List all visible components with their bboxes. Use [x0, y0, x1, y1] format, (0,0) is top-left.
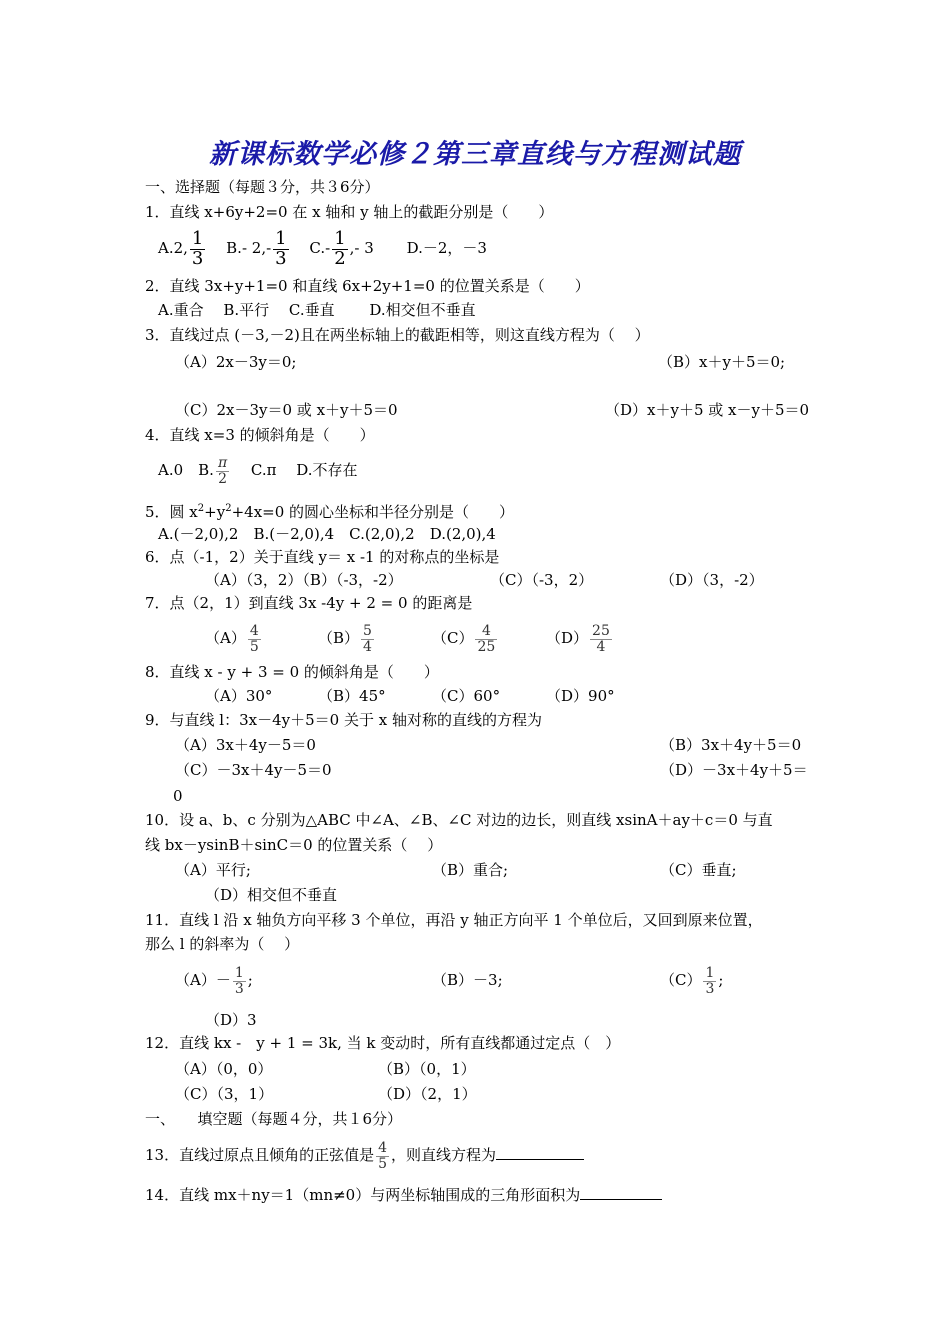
question-11-option-c: （C） $\frac{1}{3}$ ;	[660, 964, 724, 997]
question-11-option-d: （D）3	[205, 1011, 257, 1029]
question-3-stem: 3．直线过点 (－3,－2)且在两坐标轴上的截距相等，则这直线方程为（ ）	[145, 326, 650, 344]
option-c-suffix: ,- 3	[349, 239, 374, 257]
question-6-option-d: （D）（3，-2）	[660, 571, 764, 589]
question-8-stem: 8．直线 x - y + 3 = 0 的倾斜角是（ ）	[145, 663, 439, 681]
question-10-option-d: （D）相交但不垂直	[205, 886, 338, 904]
question-2-options: A.重合 B.平行 C.垂直 D.相交但不垂直	[158, 301, 476, 319]
question-11-option-b: （B）－3;	[432, 971, 503, 989]
question-8-option-b: （B）45°	[318, 687, 386, 705]
question-12-option-a: （A）（0，0）	[175, 1060, 273, 1078]
question-7-option-b: （B） $\frac{5}{4}$	[318, 622, 372, 655]
question-6-option-c: （C）（-3，2）	[490, 571, 594, 589]
option-a-fraction: $\frac{1}{3}$	[191, 227, 204, 269]
question-8-option-d: （D）90°	[546, 687, 615, 705]
question-7-option-c: （C） $\frac{4}{25}$	[432, 622, 496, 655]
question-7-option-a: （A） $\frac{4}{5}$	[205, 622, 259, 655]
question-1-options	[158, 228, 487, 268]
question-1-stem: 1．直线 x+6y+2=0 在 x 轴和 y 轴上的截距分别是（ ）	[145, 203, 554, 221]
option-b-prefix: B.- 2,-	[226, 239, 272, 257]
question-10-option-a: （A）平行;	[175, 861, 251, 879]
option-d: D.－2，－3	[406, 239, 487, 257]
question-10-line-2: 线 bx－ysinB＋sinC＝0 的位置关系（ ）	[145, 836, 443, 854]
question-3-option-b: （B）x＋y＋5＝0;	[658, 353, 786, 371]
question-11-line-1: 11．直线 l 沿 x 轴负方向平移 3 个单位，再沿 y 轴正方向平 1 个单位后，又回到原来位置，	[145, 911, 763, 929]
question-3-option-c: （C）2x－3y＝0 或 x＋y＋5＝0	[175, 401, 398, 419]
option-a-b-prefix: A.0 B.	[158, 461, 214, 479]
question-11-line-2: 那么 l 的斜率为（ ）	[145, 935, 300, 953]
question-2-stem: 2．直线 3x+y+1=0 和直线 6x+2y+1=0 的位置关系是（ ）	[145, 277, 590, 295]
question-9-option-d-continued: 0	[173, 787, 183, 805]
question-13: 13．直线过原点且倾角的正弦值是 $\frac{4}{5}$ ，则直线方程为	[145, 1135, 584, 1175]
question-9-option-d: （D）－3x＋4y＋5＝	[660, 761, 808, 779]
option-b-fraction: $\frac{1}{3}$	[275, 227, 287, 269]
question-4-stem: 4．直线 x=3 的倾斜角是（ ）	[145, 426, 375, 444]
question-12-stem: 12．直线 kx - y + 1 = 3k, 当 k 变动时，所有直线都通过定点（ ）	[145, 1034, 621, 1052]
question-10-option-b: （B）重合;	[432, 861, 509, 879]
question-8-option-a: （A）30°	[205, 687, 273, 705]
question-6-option-ab: （A）（3，2）（B）（-3，-2）	[205, 571, 403, 589]
option-c-d: C.π D.不存在	[231, 461, 358, 479]
question-13-fraction: $\frac{4}{5}$	[378, 1139, 388, 1172]
question-8-option-c: （C）60°	[432, 687, 501, 705]
question-5-options: A.(－2,0),2 B.(－2,0),4 C.(2,0),2 D.(2,0),4	[158, 525, 496, 543]
question-14: 14．直线 mx＋ny＝1（mn≠0）与两坐标轴围成的三角形面积为	[145, 1185, 662, 1205]
option-a-prefix: A.2,	[158, 239, 188, 257]
question-10-option-c: （C）垂直;	[660, 861, 737, 879]
question-9-option-a: （A）3x＋4y－5＝0	[175, 736, 316, 754]
question-10-line-1: 10．设 a、b、c 分别为△ABC 中∠A、∠B、∠C 对边的边长，则直线 xsinA＋ay＋c＝0 与直	[145, 811, 773, 829]
section-heading: 一、选择题（每题３分，共３6分）	[145, 178, 380, 196]
question-9-stem: 9．与直线 l：3x－4y＋5＝0 关于 x 轴对称的直线的方程为	[145, 711, 542, 729]
question-11-option-a: （A）－ $\frac{1}{3}$ ;	[175, 964, 253, 997]
question-9-option-c: （C）－3x＋4y－5＝0	[175, 761, 332, 779]
question-7-option-d: （D） $\frac{25}{4}$	[546, 622, 610, 655]
page-title: 新课标数学必修２第三章直线与方程测试题	[209, 139, 741, 170]
question-7-stem: 7．点（2，1）到直线 3x -4y + 2 = 0 的距离是	[145, 594, 473, 612]
option-b-fraction: $\frac{\pi}{2}$	[217, 454, 228, 487]
section-heading-2: 一、 填空题（每题４分，共１6分）	[145, 1110, 403, 1128]
question-12-option-b: （B）（0，1）	[378, 1060, 476, 1078]
question-3-option-d: （D）x＋y＋5 或 x－y＋5＝0	[605, 401, 810, 419]
question-9-option-b: （B）3x＋4y＋5＝0	[660, 736, 802, 754]
question-4-options	[158, 452, 358, 488]
question-12-option-c: （C）（3，1）	[175, 1085, 274, 1103]
answer-blank-14[interactable]	[580, 1185, 662, 1200]
question-6-stem: 6．点（-1，2）关于直线 y＝ x -1 的对称点的坐标是	[145, 548, 500, 566]
question-3-option-a: （A）2x－3y＝0;	[175, 353, 297, 371]
answer-blank-13[interactable]	[496, 1145, 584, 1160]
question-12-option-d: （D）（2，1）	[378, 1085, 477, 1103]
question-5-stem: 5．圆 $x^2+y^2+4x=0$ 的圆心坐标和半径分别是（ ）	[145, 503, 515, 521]
option-c-prefix: C.-	[309, 239, 331, 257]
option-c-fraction: $\frac{1}{2}$	[334, 227, 346, 269]
